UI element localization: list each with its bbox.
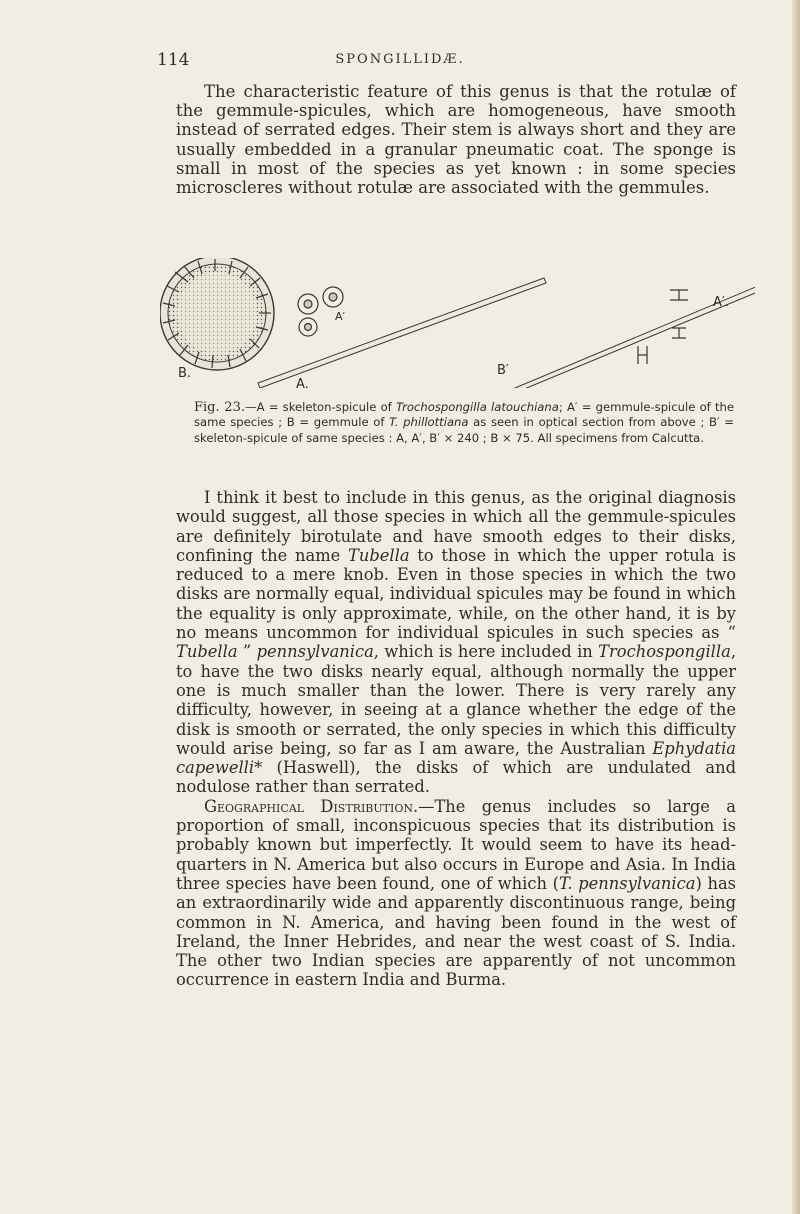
text-run: ” — [237, 642, 257, 662]
caption-fig-label: Fig. 23. — [194, 400, 245, 415]
caption-species-name: T. phillottiana — [389, 415, 469, 430]
running-head: SPONGILLIDÆ. — [335, 52, 465, 67]
figure-illustration — [160, 258, 755, 388]
label-a-prime-right: A′. — [713, 295, 729, 310]
text-run: I think it best to include in this genus, as the original diagnosis would suggest, all those species in which all the gemmule-spicules are definitely birotulate and have smooth edges to their disks, confining the name — [176, 488, 736, 565]
gemmule-drawing — [160, 258, 274, 370]
body-text — [176, 488, 736, 990]
text-run: to those in which the upper rotula is reduced to a mere knob. Even in those species in which the two disks are normally equal, individual spicules may be found in which the equality is only approximate, while, on the other hand, it is by no means uncommon for individual spicules in such species as “ — [176, 545, 736, 643]
caption-text: ; A′ = gemmule-spicule of the same species ; B = gemmule of — [194, 400, 734, 430]
genus-name: Tubella — [348, 545, 410, 565]
caption-text: as seen in optical section from above ; B′ = skeleton-spicule of same species : A, A′, B′ × 240 ; B × 75. All specimens from Calcutta. — [194, 415, 735, 445]
distribution-paragraph — [176, 797, 736, 990]
intro-paragraph: The characteristic feature of this genus is that the rotulæ of the gemmule-spicules, which are homogeneous, have smooth instead of serrated edges. Their stem is always short and they are usually embedded in a granular pneumatic coat. The sponge is small in most of the species as yet known : in some species microscleres without rotulæ are associated with the gemmules. — [176, 82, 736, 198]
text-run: , to have the two disks nearly equal, although normally the upper one is much smaller than the lower. There is very rarely any difficulty, however, in seeing at a glance whether the edge of the disk is smooth or serrated, the only species in which this difficulty would arise being, so far as I am aware, the Australian — [176, 642, 736, 758]
genus-name: Tubella — [176, 642, 238, 662]
text-run: , which is here included in — [373, 642, 599, 662]
label-a: A. — [296, 377, 309, 388]
genus-name: Trochospongilla — [598, 642, 731, 662]
figure-23 — [160, 258, 755, 388]
diagnosis-paragraph — [176, 488, 736, 797]
species-name: T. pennsylvanica — [558, 873, 696, 893]
label-b-prime: B′ — [497, 363, 509, 378]
page-number: 114 — [157, 50, 190, 70]
text-run: —The genus includes so large a proportion of small, inconspicuous species that its distribution is probably known but imperfectly. It would seem to have its head-quarters in N. America but also occurs in Europe and Asia. In India three species have been found, one of which ( — [176, 796, 736, 893]
page-edge — [792, 0, 800, 1214]
label-a-prime-center: A′ — [335, 310, 346, 323]
caption-text: —A = skeleton-spicule of — [244, 400, 396, 414]
text-run: * (Haswell), the disks of which are undulated and nodulose rather than serrated. — [176, 758, 736, 797]
species-name: pennsylvanica — [256, 642, 374, 662]
page-header — [0, 50, 800, 80]
text-run: ) has an extraordinarily wide and apparently discontinuous range, being common in N. America, and having been found in the west of Ireland, the Inner Hebrides, and near the west coast of S. India. The other two Indian species are apparently of not uncommon occurrence in eastern India and Burma. — [176, 873, 737, 990]
section-heading: Geographical Distribution. — [204, 796, 419, 816]
species-name: Ephydatia capewelli — [176, 738, 736, 778]
figure-caption — [194, 400, 734, 446]
label-b: B. — [178, 366, 192, 381]
caption-species-name: Trochospongilla latouchiana — [395, 400, 559, 414]
